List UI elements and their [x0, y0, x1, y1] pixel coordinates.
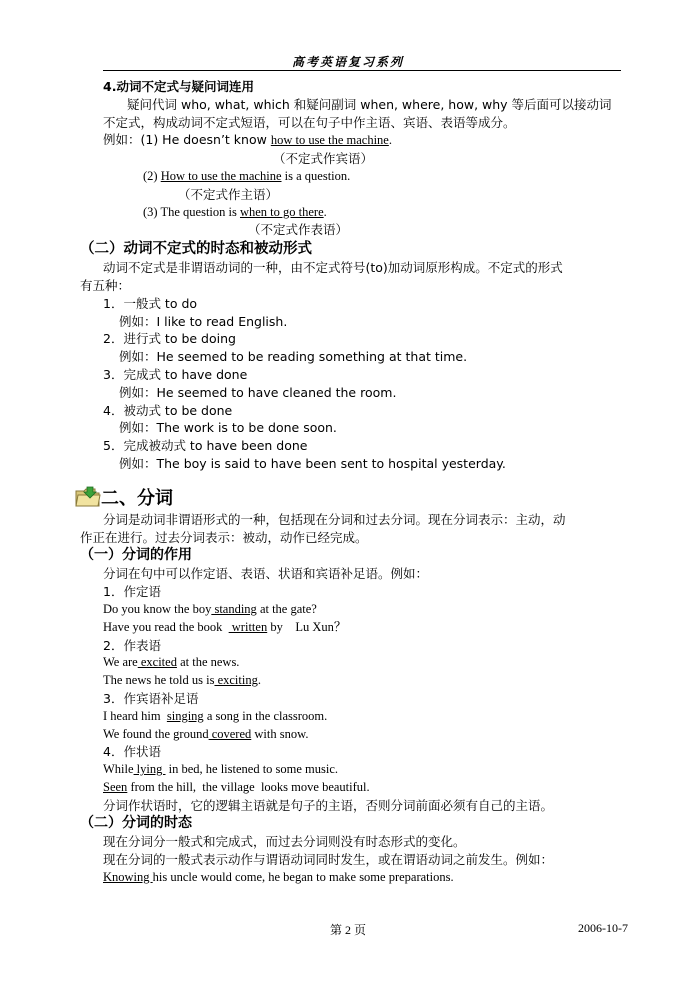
list-item-example: 例如：I like to read English. [119, 313, 288, 329]
example-sentence: Knowing his uncle would come, he began to make some preparations. [103, 870, 454, 885]
list-item: 2．进行式 to be doing [103, 331, 236, 347]
part-2-heading: 二、分词 [75, 483, 623, 511]
page-number: 第 2 页 [329, 923, 366, 937]
paragraph: 分词在句中可以作定语、表语、状语和宾语补足语。例如： [103, 566, 429, 582]
list-item: 3．完成式 to have done [103, 366, 248, 382]
list-item: 5．完成被动式 to have been done [103, 438, 308, 454]
example-note: （不定式作表语） [248, 222, 349, 238]
example-sentence: We found the ground covered with snow. [103, 726, 309, 741]
header-title: 高考英语复习系列 [291, 55, 404, 69]
paragraph: 现在分词的一般式表示动作与谓语动词同时发生，或在谓语动词之前发生。例如： [103, 852, 554, 868]
example-sentence: The news he told us is exciting. [103, 673, 261, 688]
header-rule [103, 70, 621, 71]
list-item: 4．作状语 [103, 744, 161, 760]
example-3: (3) The question is when to go there. [143, 204, 327, 219]
example-1: 例如：(1) He doesn’t know how to use the machine. [103, 132, 392, 148]
folder-arrow-icon [75, 486, 101, 508]
subsection-1-heading: （一）分词的作用 [80, 547, 192, 564]
subsection-2-heading: （二）分词的时态 [80, 815, 192, 832]
list-item-example: 例如：He seemed to be reading something at that time. [119, 349, 468, 365]
example-sentence: Have you read the book written by Lu Xun？ [103, 619, 347, 634]
example-sentence: We are excited at the news. [103, 655, 240, 670]
example-note: （不定式作宾语） [273, 151, 374, 167]
example-sentence: Do you know the boy standing at the gate? [103, 601, 317, 616]
list-item: 4．被动式 to be done [103, 402, 233, 418]
paragraph: 作正在进行。过去分词表示：被动，动作已经完成。 [80, 529, 368, 545]
example-sentence: While lying in bed, he listened to some music. [103, 762, 339, 777]
list-item: 1．作定语 [103, 584, 161, 600]
example-note: （不定式作主语） [178, 186, 279, 202]
list-item-example: 例如：The work is to be done soon. [119, 420, 337, 436]
paragraph: 动词不定式是非谓语动词的一种，由不定式符号(to)加动词原形构成。不定式的形式 [103, 260, 563, 276]
example-2: (2) How to use the machine is a question. [143, 168, 351, 183]
section-b-heading: （二）动词不定式的时态和被动形式 [80, 241, 312, 258]
paragraph: 疑问代词 who, what, which 和疑问副词 when, where, how, why 等后面可以接动词 [127, 96, 612, 112]
list-item: 2．作表语 [103, 637, 161, 653]
paragraph: 分词作状语时，它的逻辑主语就是句子的主语，否则分词前面必须有自己的主语。 [103, 797, 554, 813]
paragraph: 分词是动词非谓语形式的一种，包括现在分词和过去分词。现在分词表示：主动，动 [103, 511, 566, 527]
list-item: 1．一般式 to do [103, 295, 198, 311]
paragraph: 有五种： [80, 277, 131, 293]
list-item-example: 例如：The boy is said to have been sent to hospital yesterday. [119, 455, 506, 471]
example-sentence: Seen from the hill, the village looks move beautiful. [103, 779, 370, 794]
list-item-example: 例如：He seemed to have cleaned the room. [119, 384, 397, 400]
content [80, 78, 623, 887]
example-sentence: I heard him singing a song in the classroom. [103, 708, 328, 723]
paragraph: 现在分词分一般式和完成式，而过去分词则没有时态形式的变化。 [103, 834, 466, 850]
list-item: 3．作宾语补足语 [103, 690, 199, 706]
footer-date: 2006-10-7 [578, 921, 628, 935]
paragraph: 不定式，构成动词不定式短语，可以在句子中作主语、宾语、表语等成分。 [103, 114, 516, 130]
section-4-heading: 4.动词不定式与疑问词连用 [103, 79, 254, 94]
